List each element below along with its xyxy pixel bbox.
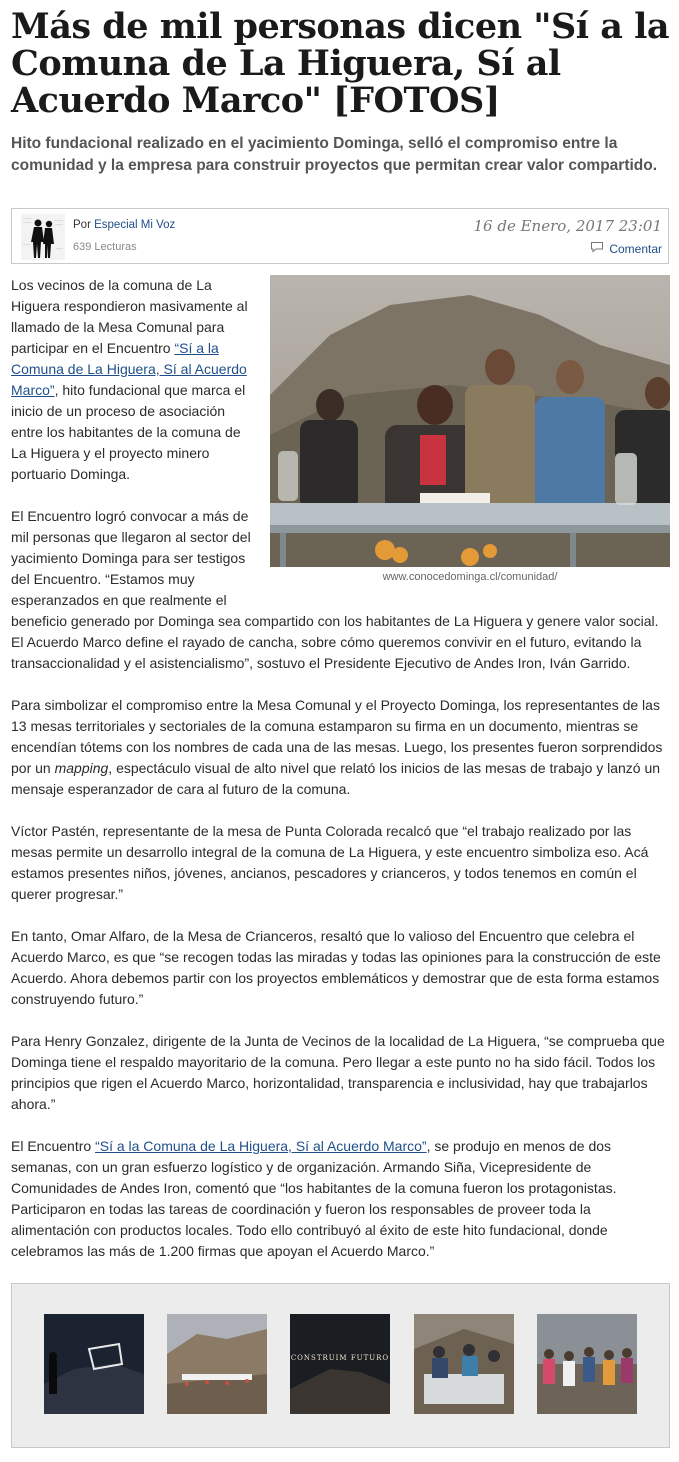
gallery-thumb-3-caption: CONSTRUIM FUTURO (290, 1354, 390, 1362)
article-lead: Hito fundacional realizado en el yacimiento Dominga, selló el compromiso entre la comunidad y la empresa para construir proyectos que permitan crear valor compartido. (11, 135, 658, 174)
gallery-thumb-4[interactable] (414, 1314, 514, 1414)
author-link[interactable]: Especial Mi Voz (94, 219, 176, 231)
article-title: Más de mil personas dicen "Sí a la Comuna de La Higuera, Sí al Acuerdo Marco" [FOTOS] (11, 6, 670, 121)
comment-bubble-icon (590, 241, 604, 256)
paragraph-2-continued: beneficio generado por Dominga sea compartido con los habitantes de La Higuera y genere valor social. El Acuerdo Marco define el rayado de cancha, sobre cómo queremos convivir en el futuro, evitando la transaccionalidad y el asistencialismo”, sostuvo el Presidente Ejecutivo de Andes Iron, Iván Garrido. (11, 613, 659, 671)
p7-text: El Encuentro (11, 1138, 96, 1154)
paragraph-2-start: El Encuentro logró convocar a más de mil personas que llegaron al sector del yacimiento Dominga para ser testigos del Encuentro. “Estamos muy esperanzados en que realmente el (11, 508, 251, 608)
photo-gallery (11, 1283, 670, 1448)
reads-count: 639 Lecturas (73, 241, 137, 253)
p3-text: Para simbolizar el compromiso entre la Mesa Comunal y el Proyecto Dominga, los representantes de las 13 mesas territoriales y sectoriales de la comuna estamparon su firma en un documento, mientras se encendían tótems con los nombres de cada una de las mesas. Luego, los presentes fueron sorprendidos por un (11, 697, 663, 776)
p1-text: Los vecinos de la comuna de La Higuera respondieron masivamente al llamado de la Mesa Comunal para participar en el Encuentro (11, 277, 248, 356)
p1-text-after: , hito fundacional que marca el inicio de un proceso de asociación entre los habitantes de la comuna de La Higuera y el proyecto minero portuario Dominga. (11, 382, 246, 482)
paragraph-1 (11, 275, 258, 485)
comment-button[interactable] (590, 241, 662, 256)
encuentro-link-1[interactable]: “Sí a la Comuna de La Higuera, Sí al Acuerdo Marco” (11, 340, 247, 398)
comment-label: Comentar (609, 241, 662, 256)
paragraph-7 (11, 1136, 669, 1262)
gallery-thumb-2[interactable] (167, 1314, 267, 1414)
byline-author-line (73, 219, 175, 231)
gallery-thumb-3[interactable] (290, 1314, 390, 1414)
p3-text-after: , espectáculo visual de alto nivel que relató los inicios de las mesas de trabajo y lanzó un mensaje esperanzador de cara al futuro de la comuna. (11, 760, 661, 797)
left-column-text (11, 275, 258, 611)
paragraph-4: Víctor Pastén, representante de la mesa de Punta Colorada recalcó que “el trabajo realizado por las mesas permite un desarrollo integral de la comuna de La Higuera, y este encuentro simboliza eso. Acá estamos presentes niños, jóvenes, ancianos, pescadores y crianceros, y todos tenemos en común el querer progresar.” (11, 823, 649, 902)
paragraph-3 (11, 695, 669, 800)
silhouette-avatar-icon (21, 214, 65, 260)
paragraph-6: Para Henry Gonzalez, dirigente de la Junta de Vecinos de la localidad de La Higuera, “se comprueba que Dominga tiene el respaldo mayoritario de la comuna. Pero llegar a este punto no ha sido fácil. Todos los principios que rigen el Acuerdo Marco, horizontalidad, transparencia e inclusividad, hay que trabajarlos ahora.” (11, 1033, 665, 1112)
photo-caption: www.conocedominga.cl/comunidad/ (382, 571, 558, 583)
publish-date: 16 de Enero, 2017 23:01 (473, 217, 662, 235)
article-photo[interactable] (270, 275, 670, 567)
encuentro-link-2[interactable]: “Sí a la Comuna de La Higuera, Sí al Acuerdo Marco” (95, 1138, 427, 1154)
gallery-thumb-1[interactable] (44, 1314, 144, 1414)
p7-text-after: , se produjo en menos de dos semanas, con un gran esfuerzo logístico y de organización. Armando Siña, Vicepresidente de Comunidades de Andes Iron, comentó que “los habitantes de la comuna fueron los protagonistas. Participaron en todas las tareas de coordinación y fueron los responsables de proveer toda la alimentación con productos locales. Todo ello contribuyó al éxito de este hito fundacional, donde celebramos las más de 1.200 firmas que apoyan el Acuerdo Marco.” (11, 1138, 617, 1259)
byline-box (11, 208, 669, 264)
gallery-thumb-5[interactable] (537, 1314, 637, 1414)
byline-prefix: Por (73, 219, 91, 231)
paragraph-5: En tanto, Omar Alfaro, de la Mesa de Crianceros, resaltó que lo valioso del Encuentro que celebra el Acuerdo Marco, es que “se recogen todas las miradas y todas las opiniones para la construcción de este Acuerdo. Ahora debemos partir con los proyectos emblemáticos y demostrar que de esta forma estamos construyendo futuro.” (11, 928, 661, 1007)
p3-emphasis: mapping (54, 760, 109, 776)
